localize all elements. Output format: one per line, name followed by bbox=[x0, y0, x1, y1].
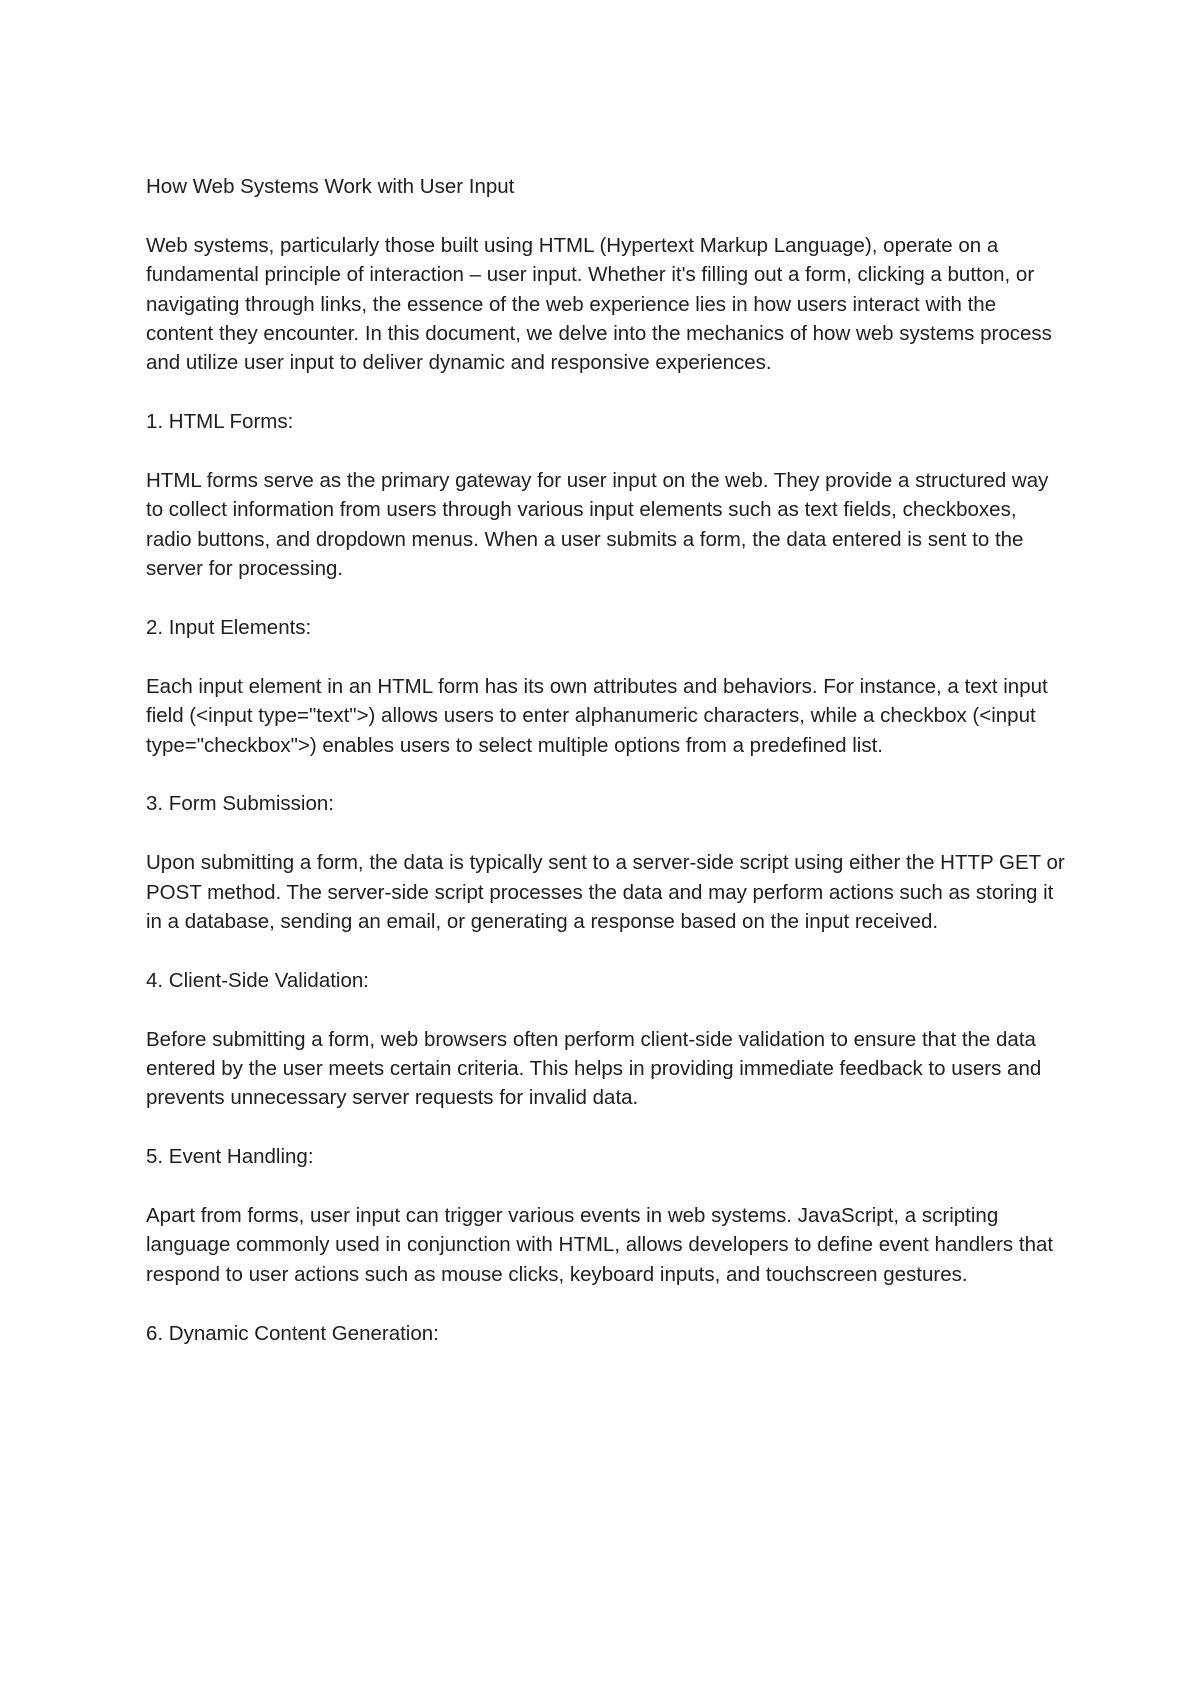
document-title: How Web Systems Work with User Input bbox=[146, 175, 515, 198]
section-heading-html-forms: 1. HTML Forms: bbox=[146, 410, 294, 434]
section-body-client-side-validation: Before submitting a form, web browsers often perform client-side validation to ensure that the data entered by the user meets certain criteria. This helps in providing immediate feedback to users and prevents unnecessary server requests for invalid data. bbox=[146, 1027, 1042, 1110]
section-heading-event-handling: 5. Event Handling: bbox=[146, 1145, 314, 1169]
section-body-html-forms: HTML forms serve as the primary gateway for user input on the web. They provide a structured way to collect information from users through various input elements such as text fields, checkboxes, radio buttons, and dropdown menus. When a user submits a form, the data entered is sent to the server for processing. bbox=[146, 469, 1049, 581]
section-body-input-elements: Each input element in an HTML form has its own attributes and behaviors. For instance, a text input field (<input type="text">) allows users to enter alphanumeric characters, while a checkbox (<input type="checkbox">) enables users to select multiple options from a predefined list. bbox=[146, 674, 1048, 757]
section-heading-dynamic-content: 6. Dynamic Content Generation: bbox=[146, 1321, 439, 1345]
section-body-event-handling: Apart from forms, user input can trigger various events in web systems. JavaScript, a scripting language commonly used in conjunction with HTML, allows developers to define event handlers that respond to user actions such as mouse clicks, keyboard inputs, and touchscreen gestures. bbox=[146, 1204, 1054, 1286]
section-heading-client-side-validation: 4. Client-Side Validation: bbox=[146, 968, 369, 992]
section-heading-form-submission: 3. Form Submission: bbox=[146, 792, 334, 816]
document-body bbox=[146, 172, 1066, 1348]
section-body-form-submission: Upon submitting a form, the data is typically sent to a server-side script using either the HTTP GET or POST method. The server-side script processes the data and may perform actions such as storing it in a database, sending an email, or generating a response based on the input received. bbox=[146, 851, 1065, 934]
section-heading-input-elements: 2. Input Elements: bbox=[146, 616, 312, 640]
intro-paragraph: Web systems, particularly those built using HTML (Hypertext Markup Language), operate on a fundamental principle of interaction – user input. Whether it's filling out a form, clicking a button, or navigating through links, the essence of the web experience lies in how users interact with the content they encounter. In this document, we delve into the mechanics of how web systems process and utilize user input to deliver dynamic and responsive experiences. bbox=[146, 233, 1052, 375]
